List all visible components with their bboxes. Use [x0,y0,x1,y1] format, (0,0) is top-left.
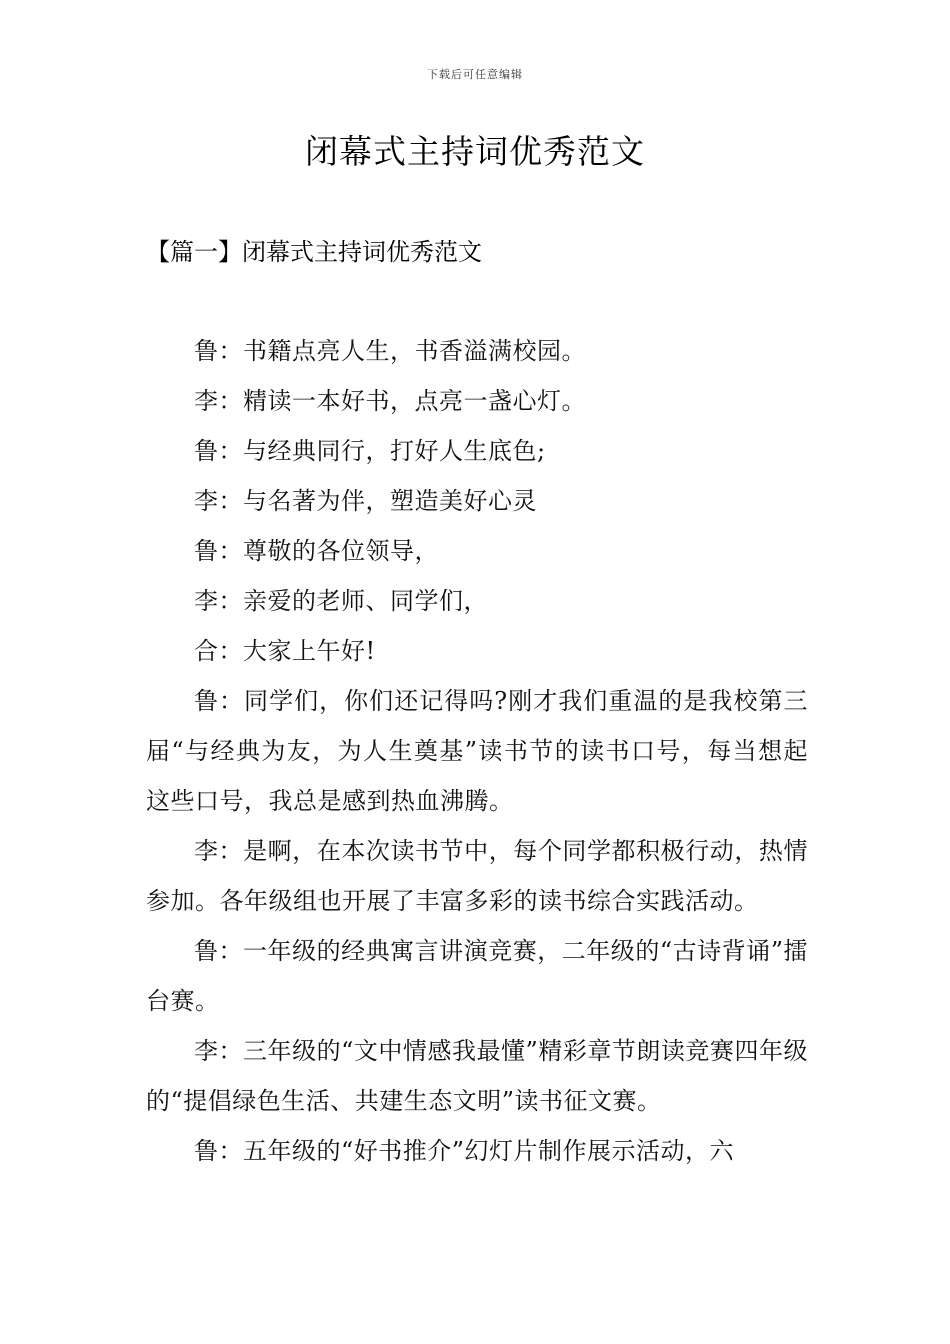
dialogue-line: 合：大家上午好! [194,637,376,665]
dialogue-line: 鲁：尊敬的各位领导， [194,537,439,565]
dialogue-line: 李：亲爱的老师、同学们， [194,587,488,615]
section-heading: 【篇一】闭幕式主持词优秀范文 [146,238,482,266]
dialogue-paragraph: 鲁：五年级的“好书推介”幻灯片制作展示活动，六 [194,1137,735,1165]
dialogue-line: 李：精读一本好书，点亮一盏心灯。 [194,387,586,415]
document-title: 闭幕式主持词优秀范文 [305,132,645,171]
dialogue-paragraph: 鲁：一年级的经典寓言讲演竞赛，二年级的“古诗背诵”擂台赛。 [146,937,808,1015]
dialogue-paragraph: 李：三年级的“文中情感我最懂”精彩章节朗读竞赛四年级的“提倡绿色生活、共建生态文明”读书征文赛。 [146,1037,808,1115]
dialogue-paragraph: 李：是啊，在本次读书节中，每个同学都积极行动，热情参加。各年级组也开展了丰富多彩的读书综合实践活动。 [146,837,808,915]
document-body [146,326,808,1176]
dialogue-line: 鲁：书籍点亮人生，书香溢满校园。 [194,337,586,365]
page-header-note: 下载后可任意编辑 [427,68,523,81]
dialogue-paragraph: 鲁：同学们，你们还记得吗?刚才我们重温的是我校第三届“与经典为友，为人生奠基”读书节的读书口号，每当想起这些口号，我总是感到热血沸腾。 [146,687,808,815]
dialogue-line: 鲁：与经典同行，打好人生底色; [194,437,546,465]
dialogue-line: 李：与名著为伴，塑造美好心灵 [194,487,537,515]
